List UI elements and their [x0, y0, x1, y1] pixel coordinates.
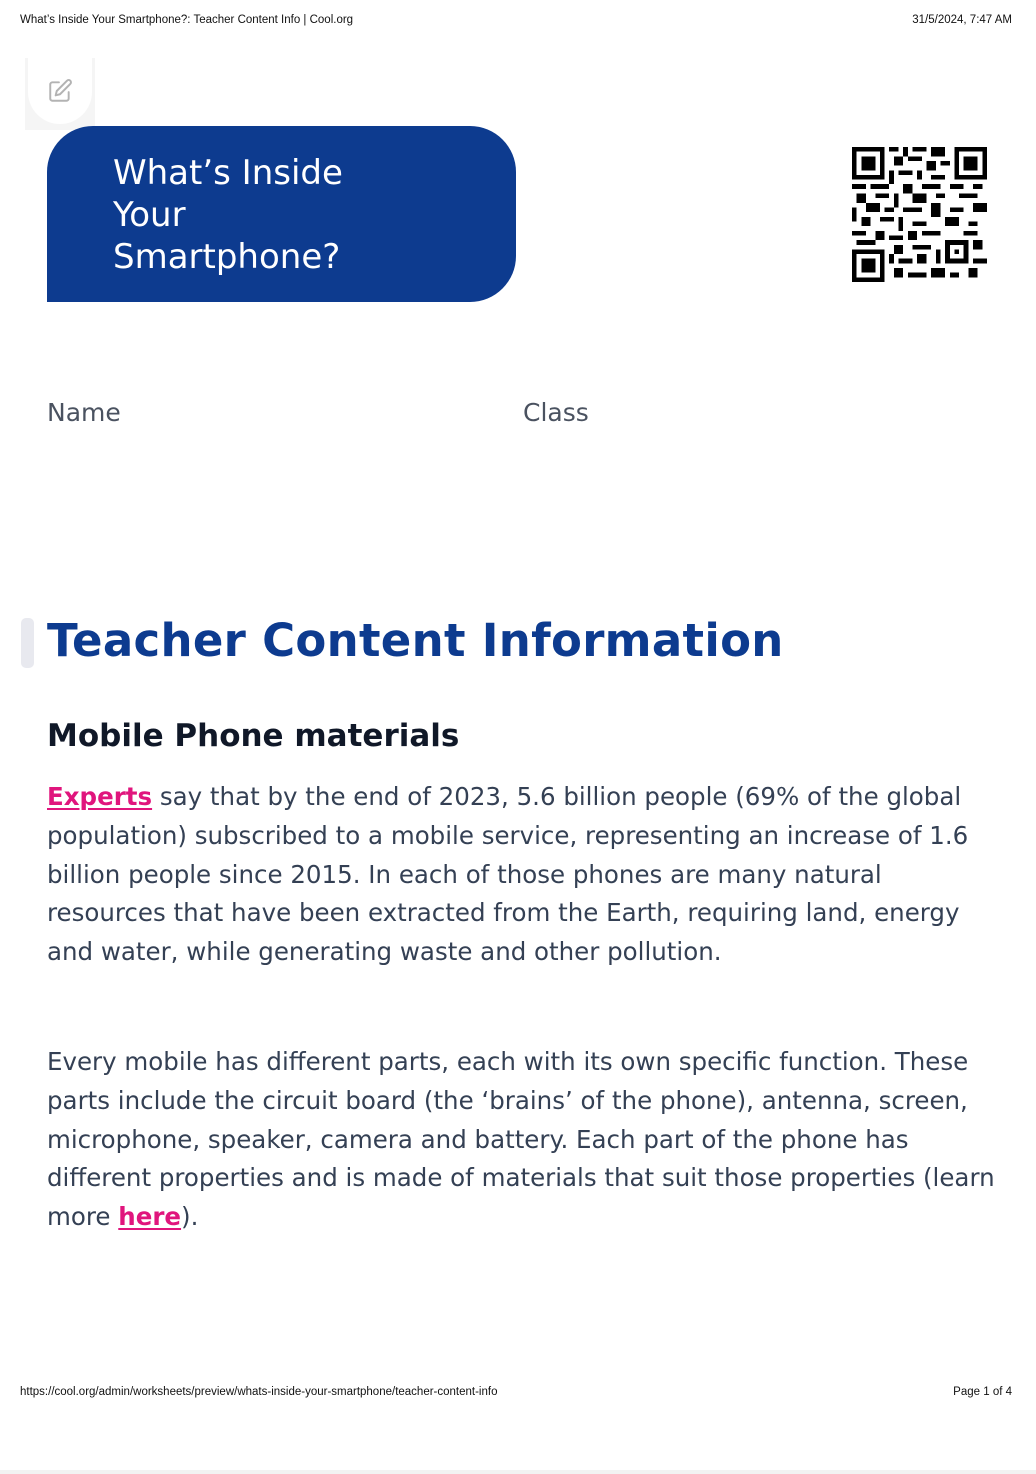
print-header: [20, 14, 1012, 32]
experts-link[interactable]: Experts: [47, 782, 153, 811]
print-header-title: What’s Inside Your Smartphone?: Teacher Content Info | Cool.org: [20, 14, 354, 26]
worksheet-title-banner: [47, 126, 516, 302]
paragraph-mobile-subscriptions: [47, 778, 997, 972]
paragraph-text-end: ).: [181, 1202, 199, 1232]
qr-code-icon: [852, 147, 987, 282]
worksheet-title: What’s Inside Your Smartphone?: [113, 153, 343, 277]
name-field-label: Name: [47, 398, 121, 427]
paragraph-text: say that by the end of 2023, 5.6 billion people (69% of the global population) subscribed to a mobile service, representing an increase of 1.6 billion people since 2015. In each of those phones are many natural resources that have been extracted from the Earth, requiring land, energy and water, while generating waste and other pollution.: [47, 782, 969, 967]
print-header-datetime: 31/5/2024, 7:47 AM: [912, 14, 1012, 26]
section-subtitle: Mobile Phone materials: [47, 718, 460, 754]
paragraph-phone-parts: [47, 1043, 997, 1237]
print-footer-url: https://cool.org/admin/worksheets/preview/whats-inside-your-smartphone/teacher-content-info: [20, 1386, 498, 1398]
section-title: Teacher Content Information: [47, 614, 784, 667]
class-field-label: Class: [523, 398, 589, 427]
print-footer: [20, 1386, 1012, 1404]
page-number: Page 1 of 4: [953, 1386, 1012, 1398]
edit-icon: [47, 78, 73, 104]
edit-button[interactable]: [25, 58, 95, 130]
page-bottom-edge: [0, 1470, 1036, 1474]
section-accent-bar: [21, 618, 34, 668]
paragraph-text: Every mobile has different parts, each with its own specific function. These parts include the circuit board (the ‘brains’ of the phone), antenna, screen, microphone, speaker, camera and battery. Each part of the phone has different properties and is made of materials that suit those properties (learn more: [47, 1047, 995, 1232]
learn-more-link[interactable]: here: [118, 1202, 182, 1232]
